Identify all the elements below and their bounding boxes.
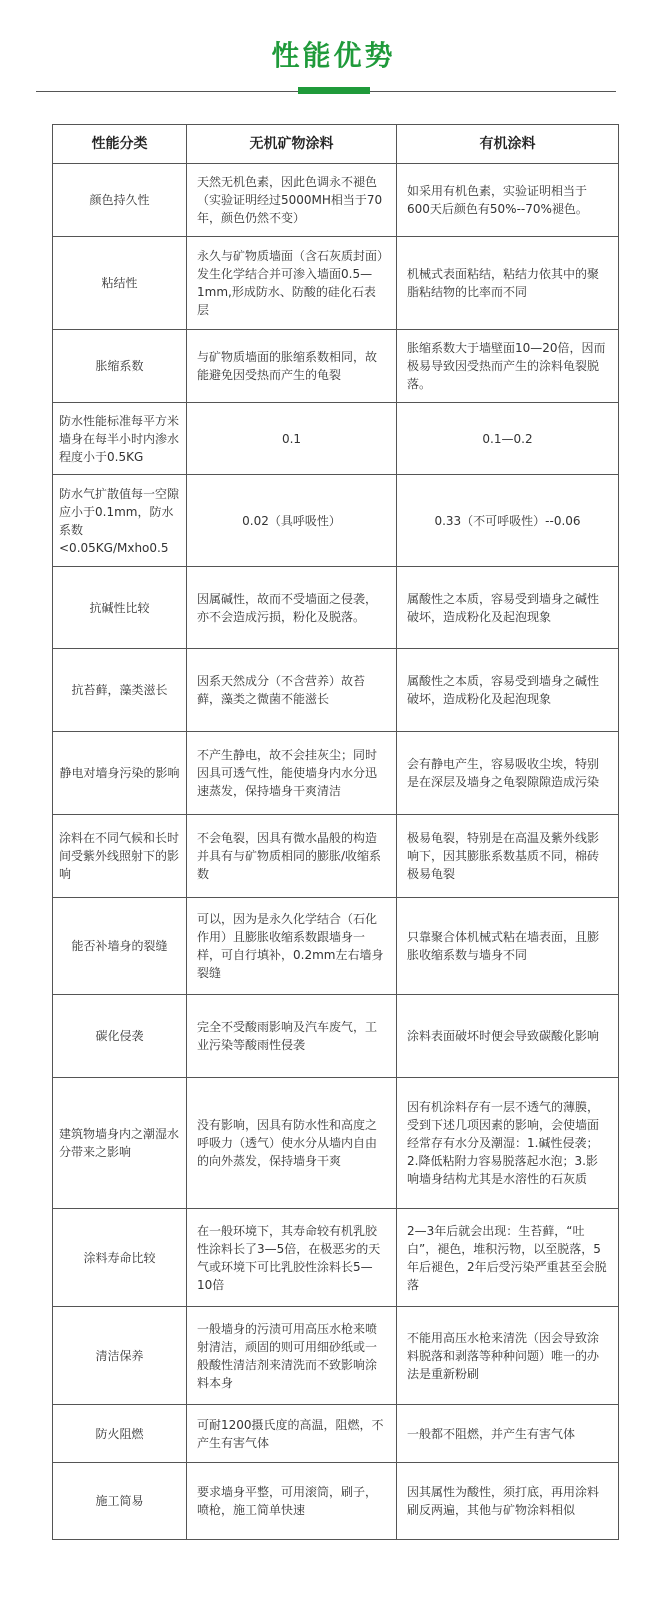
- table-row: [53, 649, 619, 732]
- table-row: [53, 1078, 619, 1209]
- row-category: 碳化侵袭: [53, 995, 187, 1078]
- title-accent-bar: [298, 87, 370, 94]
- organic-cell: 0.33（不可呼吸性）--0.06: [397, 475, 619, 567]
- inorganic-cell: 因系天然成分（不含营养）故苔藓，藻类之微菌不能滋长: [187, 649, 397, 732]
- row-category: 粘结性: [53, 237, 187, 330]
- inorganic-cell: 要求墙身平整，可用滚筒，刷子，喷枪，施工简单快速: [187, 1463, 397, 1540]
- table-row: [53, 237, 619, 330]
- organic-cell: 只靠聚合体机械式粘在墙表面，且膨胀收缩系数与墙身不同: [397, 898, 619, 995]
- organic-cell: 因其属性为酸性，须打底，再用涂料刷反两遍，其他与矿物涂料相似: [397, 1463, 619, 1540]
- header-category: 性能分类: [53, 125, 187, 164]
- row-category: 防水性能标准每平方米墙身在每半小时内渗水程度小于0.5KG: [53, 403, 187, 475]
- table-row: [53, 475, 619, 567]
- organic-cell: 0.1—0.2: [397, 403, 619, 475]
- organic-cell: 因有机涂料存有一层不透气的薄膜，受到下述几项因素的影响，会使墙面经常存有水分及潮湿：1.碱性侵袭；2.降低粘附力容易脱落起水泡；3.影响墙身结构尤其是水溶性的石灰质: [397, 1078, 619, 1209]
- row-category: 涂料寿命比较: [53, 1209, 187, 1307]
- organic-cell: 涂料表面破坏时便会导致碳酸化影响: [397, 995, 619, 1078]
- inorganic-cell: 不产生静电，故不会挂灰尘；同时因具可透气性，能使墙身内水分迅速蒸发，保持墙身干爽清洁: [187, 732, 397, 815]
- row-category: 静电对墙身污染的影响: [53, 732, 187, 815]
- table-row: [53, 732, 619, 815]
- row-category: 建筑物墙身内之潮湿水分带来之影响: [53, 1078, 187, 1209]
- inorganic-cell: 永久与矿物质墙面（含石灰质封面）发生化学结合并可渗入墙面0.5—1mm,形成防水、防酸的硅化石表层: [187, 237, 397, 330]
- table-row: [53, 1405, 619, 1463]
- inorganic-cell: 不会龟裂，因具有微水晶般的构造并具有与矿物质相同的膨胀/收缩系数: [187, 815, 397, 898]
- row-category: 防火阻燃: [53, 1405, 187, 1463]
- table-row: [53, 1307, 619, 1405]
- inorganic-cell: 可以，因为是永久化学结合（石化作用）且膨胀收缩系数跟墙身一样，可自行填补，0.2mm左右墙身裂缝: [187, 898, 397, 995]
- organic-cell: 极易龟裂，特别是在高温及紫外线影响下，因其膨胀系数基质不同，棉砖极易龟裂: [397, 815, 619, 898]
- header-organic: 有机涂料: [397, 125, 619, 164]
- row-category: 防水气扩散值每一空隙应小于0.1mm，防水系数<0.05KG/Mxho0.5: [53, 475, 187, 567]
- inorganic-cell: 可耐1200摄氏度的高温，阻燃，不产生有害气体: [187, 1405, 397, 1463]
- table-row: [53, 815, 619, 898]
- table-row: [53, 330, 619, 403]
- organic-cell: 属酸性之本质，容易受到墙身之碱性破坏，造成粉化及起泡现象: [397, 649, 619, 732]
- row-category: 能否补墙身的裂缝: [53, 898, 187, 995]
- inorganic-cell: 一般墙身的污渍可用高压水枪来喷射清洁，顽固的则可用细砂纸或一般酸性清洁剂来清洗而不致影响涂料本身: [187, 1307, 397, 1405]
- table-header-row: [53, 125, 619, 164]
- row-category: 清洁保养: [53, 1307, 187, 1405]
- inorganic-cell: 因属碱性，故而不受墙面之侵袭，亦不会造成污损，粉化及脱落。: [187, 567, 397, 649]
- inorganic-cell: 0.02（具呼吸性）: [187, 475, 397, 567]
- organic-cell: 2—3年后就会出现：生苔藓，“吐白”，褪色，堆积污物，以至脱落，5年后褪色，2年后受污染严重甚至会脱落: [397, 1209, 619, 1307]
- row-category: 施工简易: [53, 1463, 187, 1540]
- row-category: 颜色持久性: [53, 164, 187, 237]
- table-row: [53, 1209, 619, 1307]
- table-row: [53, 1463, 619, 1540]
- organic-cell: 机械式表面粘结，粘结力依其中的聚脂粘结物的比率而不同: [397, 237, 619, 330]
- organic-cell: 不能用高压水枪来清洗（因会导致涂料脱落和剥落等种种问题）唯一的办法是重新粉刷: [397, 1307, 619, 1405]
- inorganic-cell: 没有影响，因具有防水性和高度之呼吸力（透气）使水分从墙内自由的向外蒸发，保持墙身干爽: [187, 1078, 397, 1209]
- header-inorganic: 无机矿物涂料: [187, 125, 397, 164]
- table-row: [53, 567, 619, 649]
- table-row: [53, 898, 619, 995]
- inorganic-cell: 完全不受酸雨影响及汽车废气，工业污染等酸雨性侵袭: [187, 995, 397, 1078]
- organic-cell: 如采用有机色素，实验证明相当于600天后颜色有50%--70%褪色。: [397, 164, 619, 237]
- organic-cell: 一般都不阻燃，并产生有害气体: [397, 1405, 619, 1463]
- inorganic-cell: 天然无机色素，因此色调永不褪色（实验证明经过5000MH相当于70年，颜色仍然不变）: [187, 164, 397, 237]
- inorganic-cell: 在一般环境下，其寿命较有机乳胶性涂料长了3—5倍，在极恶劣的天气或环境下可比乳胶性涂料长5—10倍: [187, 1209, 397, 1307]
- row-category: 抗苔藓，藻类滋长: [53, 649, 187, 732]
- table-row: [53, 164, 619, 237]
- page-header: [0, 0, 667, 122]
- row-category: 抗碱性比较: [53, 567, 187, 649]
- inorganic-cell: 0.1: [187, 403, 397, 475]
- inorganic-cell: 与矿物质墙面的胀缩系数相同，故能避免因受热而产生的龟裂: [187, 330, 397, 403]
- organic-cell: 会有静电产生，容易吸收尘埃，特别是在深层及墙身之龟裂隙隙造成污染: [397, 732, 619, 815]
- table-row: [53, 403, 619, 475]
- organic-cell: 属酸性之本质，容易受到墙身之碱性破坏，造成粉化及起泡现象: [397, 567, 619, 649]
- row-category: 涂料在不同气候和长时间受紫外线照射下的影响: [53, 815, 187, 898]
- table-row: [53, 995, 619, 1078]
- page-title: 性能优势: [271, 39, 396, 72]
- comparison-table: [52, 124, 619, 1540]
- organic-cell: 胀缩系数大于墙壁面10—20倍，因而极易导致因受热而产生的涂料龟裂脱落。: [397, 330, 619, 403]
- row-category: 胀缩系数: [53, 330, 187, 403]
